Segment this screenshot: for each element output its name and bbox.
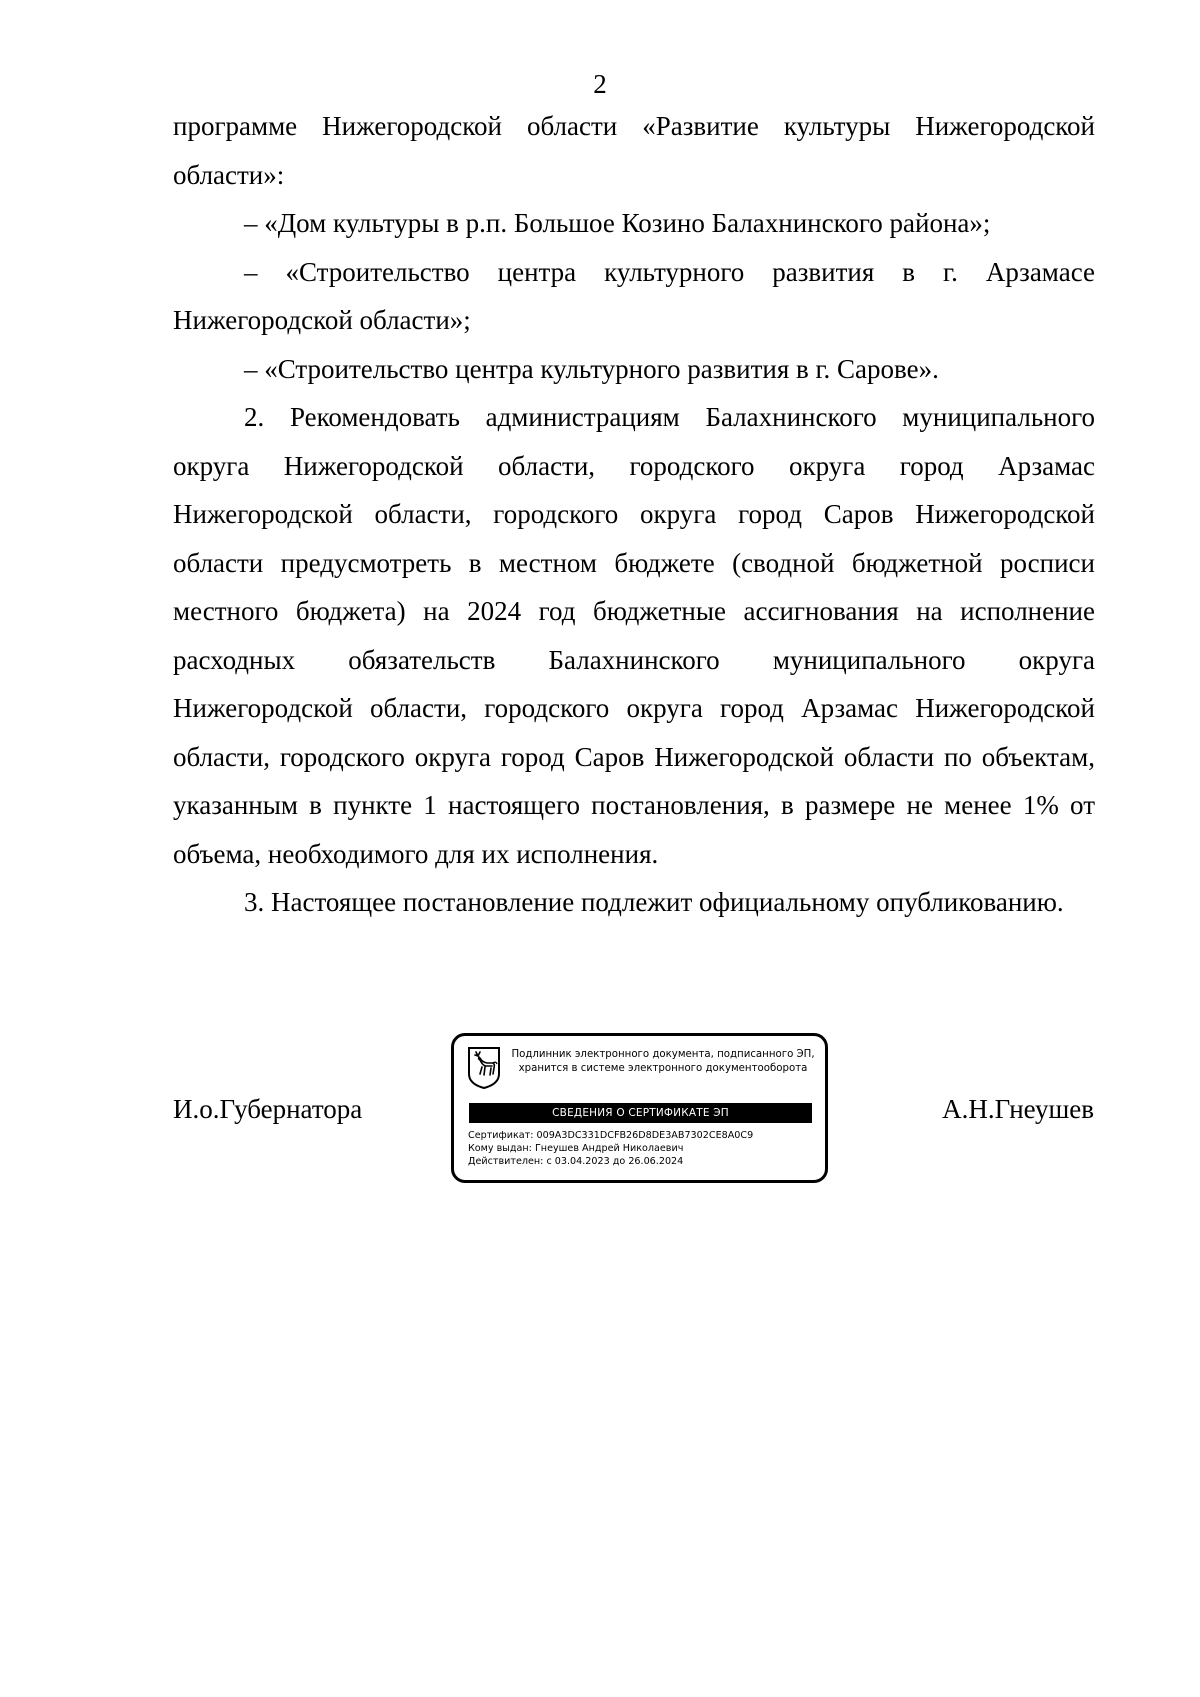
stamp-header xyxy=(508,1048,818,1076)
signatory-name: А.Н.Гнеушев xyxy=(942,1094,1094,1124)
list-item: – «Строительство центра культурного развития в г. Арзамасе Нижегородской области»; xyxy=(173,256,1095,335)
paragraph-item-3: 3. Настоящее постановление подлежит официальному опубликованию. xyxy=(244,887,1064,917)
page-number: 2 xyxy=(593,69,607,99)
signatory-title: И.о.Губернатора xyxy=(173,1094,363,1124)
certificate-details xyxy=(468,1129,813,1168)
certificate-info-bar: СВЕДЕНИЯ О СЕРТИФИКАТЕ ЭП xyxy=(469,1103,812,1123)
certificate-validity: Действителен: с 03.04.2023 до 26.06.2024 xyxy=(468,1156,684,1167)
certificate-number: Сертификат: 009A3DC331DCFB26D8DE3AB7302CE8A0C9 xyxy=(468,1130,754,1141)
electronic-signature-stamp xyxy=(451,1033,828,1183)
paragraph-item-2: 2. Рекомендовать администрациям Балахнинского муниципального округа Нижегородской области, городского округа город Арзамас Нижегородской области, городского округа город Саров Нижегородской области предусмотреть в местном бюджете (сводной бюджетной росписи местного бюджета) на 2024 год бюджетные ассигнования на исполнение расходных обязательств Балахнинского муниципального округа Нижегородской области, городского округа город Арзамас Нижегородской области, городского округа город Саров Нижегородской области по объектам, указанным в пункте 1 настоящего постановления, в размере не менее 1% от объема, необходимого для их исполнения. xyxy=(173,402,1095,869)
document-body xyxy=(173,102,1095,927)
nizhny-novgorod-deer-emblem-icon xyxy=(467,1046,501,1090)
stamp-header-line: хранится в системе электронного документооборота xyxy=(518,1063,808,1074)
list-item: – «Дом культуры в р.п. Большое Козино Балахнинского района»; xyxy=(244,208,991,238)
certificate-owner: Кому выдан: Гнеушев Андрей Николаевич xyxy=(468,1143,684,1154)
paragraph: программе Нижегородской области «Развитие культуры Нижегородской области»: xyxy=(173,111,1095,190)
stamp-header-line: Подлинник электронного документа, подписанного ЭП, xyxy=(511,1049,815,1060)
list-item: – «Строительство центра культурного развития в г. Сарове». xyxy=(244,353,939,384)
